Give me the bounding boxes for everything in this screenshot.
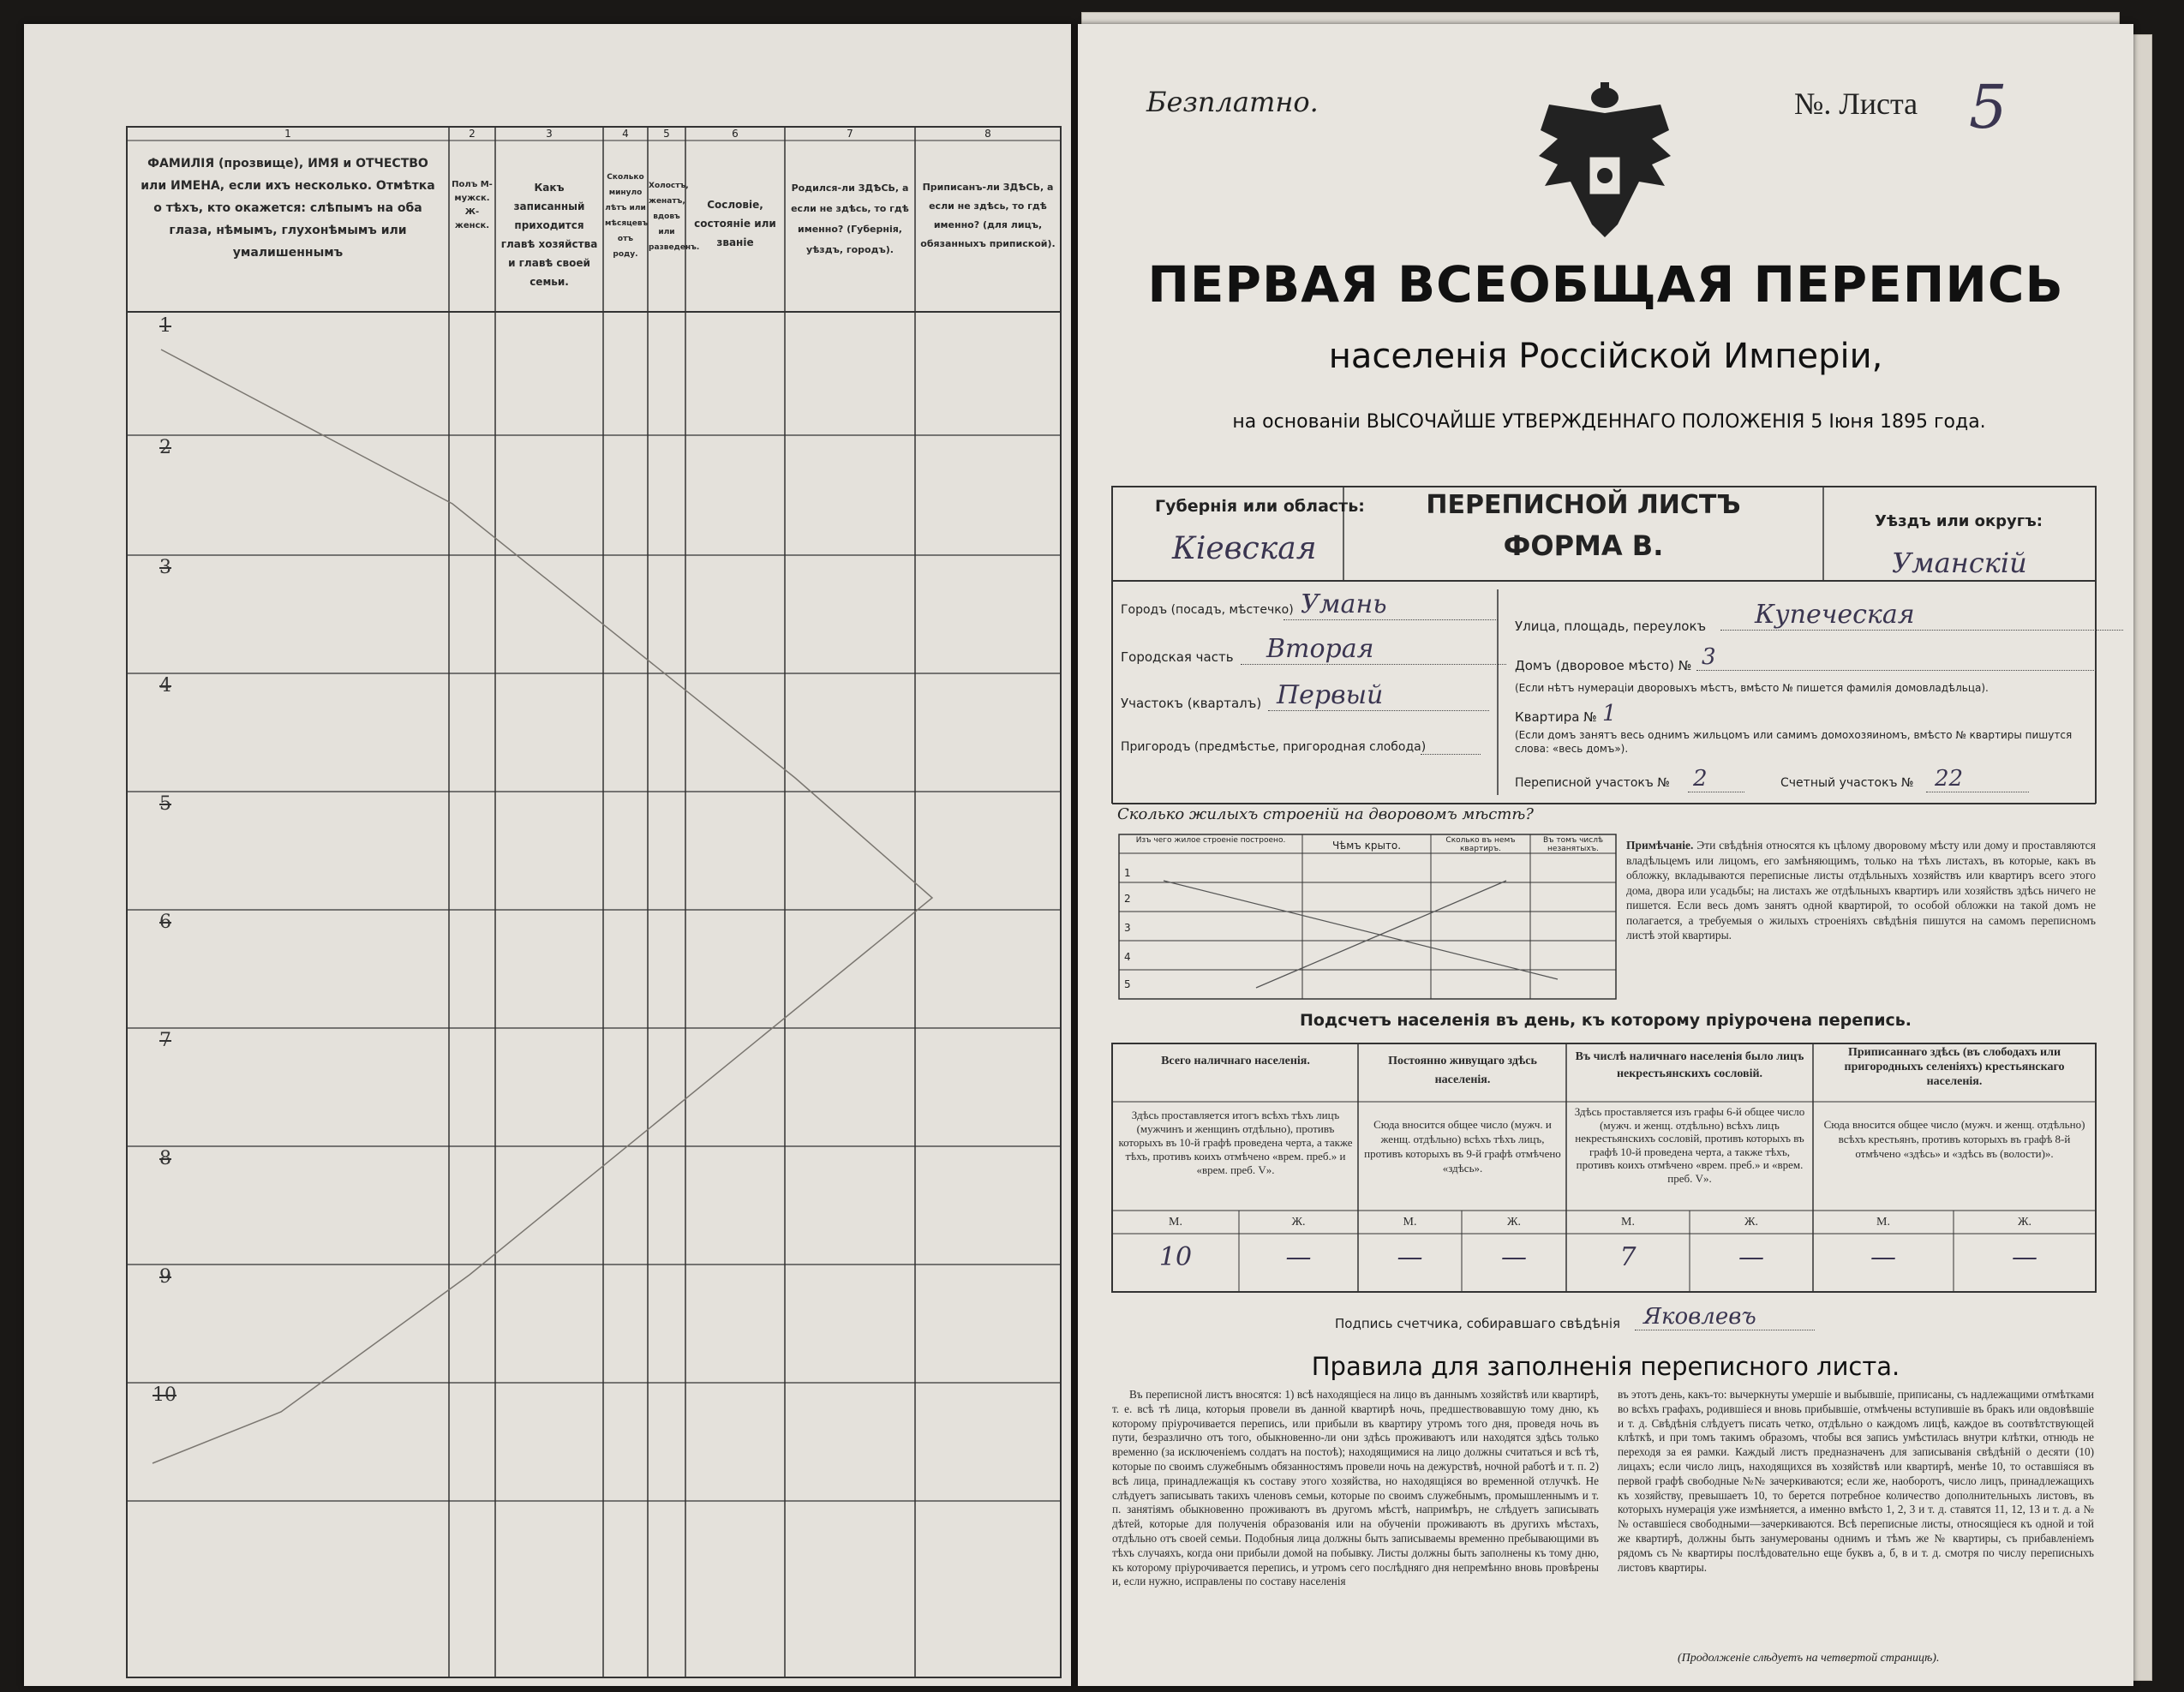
count-header-peasant: Приписаннаго здѣсь (въ слободахъ или пригородныхъ селеніяхъ) крестьянскаго населенія. — [1844, 1046, 2065, 1088]
count-value-present-m: 10 — [1158, 1242, 1193, 1272]
count-value-present-f: — — [1285, 1242, 1312, 1272]
buildings-header-roof: Чѣмъ крыто. — [1331, 840, 1402, 852]
row-number-9: 9 — [159, 1266, 171, 1288]
header-marital: Холостъ, женатъ, вдовъ или разведенъ. — [649, 182, 700, 252]
precinct-label: Участокъ (кварталъ) — [1121, 696, 1262, 711]
row-number-5: 5 — [159, 793, 171, 815]
header-relation: Какъ записанный приходится главѣ хозяйства и главѣ своей семьи. — [500, 182, 598, 288]
buildings-question: Сколько жилыхъ строеній на дворовомъ мѣстѣ? — [1117, 805, 1534, 823]
count-desc-present: Здѣсь проставляется итогъ всѣхъ тѣхъ лицъ (мужчинъ и женщинъ отдѣльно), противъ которыхъ въ 10-й графѣ проведена черта, а также тѣхъ, противъ коихъ отмѣчено «врем. преб.» и «врем. преб. V». — [1118, 1109, 1353, 1176]
counting-section-label: Счетный участокъ № — [1780, 776, 1914, 790]
header-sex: Полъ М-мужск. Ж-женск. — [452, 180, 493, 230]
header-name: ФАМИЛІЯ (прозвище), ИМЯ и ОТЧЕСТВО или ИМЕНА, если ихъ несколько. Отмѣтка о тѣхъ, кто окажется: слѣпымъ на оба глаза, нѣмымъ, глухонѣмымъ или умалишеннымъ — [141, 157, 435, 260]
form-title: ПЕРЕПИСНОЙ ЛИСТЪ — [1426, 490, 1741, 520]
count-title: Подсчетъ населенія въ день, къ которому пріурочена перепись. — [1299, 1011, 1912, 1030]
apartment-label: Квартира № — [1515, 709, 1597, 725]
row-number-2: 2 — [159, 437, 171, 458]
row-number-10: 10 — [153, 1384, 177, 1406]
count-value-permanent-f: — — [1501, 1242, 1527, 1272]
buildings-row-3: 3 — [1124, 922, 1131, 934]
city-value: Умань — [1283, 589, 1498, 620]
count-header-present: Всего наличнаго населенія. — [1161, 1055, 1310, 1067]
buildings-row-1: 1 — [1124, 867, 1131, 879]
buildings-row-4: 4 — [1124, 951, 1131, 963]
col-num-6: 6 — [732, 128, 739, 140]
count-m-1: М. — [1169, 1216, 1182, 1229]
col-num-4: 4 — [622, 128, 629, 140]
left-page — [24, 24, 1071, 1686]
row-number-7: 7 — [159, 1030, 171, 1051]
buildings-header-vacant: Въ томъ числѣ незанятыхъ. — [1542, 836, 1604, 853]
col-num-8: 8 — [984, 128, 991, 140]
apartment-value: 1 — [1602, 701, 1617, 726]
main-title: ПЕРВАЯ ВСЕОБЩАЯ ПЕРЕПИСЬ — [1147, 255, 2064, 314]
rules-title: Правила для заполненія переписного листа. — [1311, 1352, 1900, 1381]
buildings-header-apartments: Сколько въ немъ квартиръ. — [1445, 836, 1516, 853]
census-section-label: Переписной участокъ № — [1515, 776, 1670, 790]
rules-right-column: въ этотъ день, какъ-то: вычеркнуты умершіе и выбывшіе, приписаны, съ надлежащими отмѣтками во всѣхъ графахъ, родившіеся и вновь прибывшіе, отмѣчены вступившіе въ бракъ или овдовѣвшіе и т. д. Свѣдѣнія слѣдуетъ писать четко, отдѣльно о каждомъ лицѣ, каждое въ соотвѣтствующей клѣткѣ, и при томъ такимъ образомъ, чтобы вся запись умѣстилась внутри клѣтки, отнюдь не переходя за ея рамки. Каждый листъ предназначенъ для записыванія свѣдѣній о десяти (10) лицахъ; если число лицъ, находящихся въ хозяйствѣ или квартирѣ, менѣе 10, то оставшіяся въ первой графѣ свободные №№ зачеркиваются; если же, наоборотъ, число лицъ, принадлежащихъ къ хозяйству, превышаетъ 10, то берется потребное количество дополнительныхъ листовъ, въ которыхъ нумерація уже измѣняется, а именно вмѣсто 1, 2, 3 и т. д. ставятся 11, 12, 13 и т. д. а №№ оставшіеся свободными—зачеркиваются. Всѣ переписные листы, относящіеся къ одной и той же квартирѣ, должны быть занумерованы однимъ и тѣмъ же № квартиры, съ прибавленіемъ рядомъ съ № квартиры послѣдовательно еще буквъ а, б, в и т. д. смотря по числу переписныхъ листовъ квартиры. — [1618, 1388, 2094, 1574]
count-value-peasant-m: — — [1870, 1242, 1896, 1272]
rules-left-column: Въ переписной листъ вносятся: 1) всѣ находящіеся на лицо въ даннымъ хозяйствѣ или квартирѣ, т. е. всѣ тѣ лица, которыя провели въ данной квартирѣ ночь, предшествовавшую тому дню, къ которому пріурочивается перепись, или прибыли въ квартиру утромъ того дня, проведя ночь въ пути, безразлично отъ того, обыкновенно-ли они здѣсь проживаютъ или находятся здѣсь только временно (за исключеніемъ солдатъ на постоѣ); находящимися на лицо должны считаться и всѣ тѣ, которые по своимъ служебнымъ обязанностямъ провели ночь на дежурствѣ, ночной работѣ и т. п. 2) всѣ лица, принадлежащія къ составу этого хозяйства, но находящіяся во временной отлучкѣ. Не слѣдуетъ записывать такихъ членовъ семьи, которые по своимъ служебнымъ, промышленнымъ и т. п. занятіямъ обыкновенно проживаютъ въ другомъ мѣстѣ, напримѣръ, не слѣдуетъ записывать дѣтей, которые для полученія образованія или на обученіи проживаютъ въ другихъ мѣстахъ, отдѣльно отъ своей семьи. Подобныя лица должны быть записываемы временно пребывающими въ тѣхъ случаяхъ, когда они прибыли домой на побывку. Листы должны быть заполнены къ тому дню, къ которому пріурочивается перепись, и утромъ сего послѣдняго дня непремѣнно вновь провѣрены и, если нужно, исправлены по составу населенія — [1112, 1388, 1599, 1588]
house-note: (Если нѣтъ нумераціи дворовыхъ мѣстъ, вмѣсто № пишется фамилія домовладѣльца). — [1515, 682, 1989, 694]
row-number-6: 6 — [159, 912, 171, 933]
district-value: Уманскій — [1892, 547, 2027, 579]
suburb-value-line — [1421, 754, 1481, 755]
count-m-3: М. — [1621, 1216, 1635, 1229]
street-label: Улица, площадь, переулокъ — [1515, 619, 1707, 634]
street-value: Купеческая — [1720, 600, 2123, 631]
row-number-3: 3 — [159, 557, 171, 578]
counting-section-value: 22 — [1926, 766, 2029, 792]
house-label: Домъ (дворовое мѣсто) № — [1515, 658, 1692, 673]
province-label: Губернія или область: — [1155, 497, 1365, 516]
form-subtitle: ФОРМА В. — [1503, 529, 1664, 562]
note-block — [1626, 838, 2096, 943]
right-page — [1078, 24, 2133, 1686]
count-value-peasant-f: — — [2012, 1242, 2037, 1272]
count-value-nonpeasant-f: — — [1738, 1242, 1764, 1272]
census-section-value: 2 — [1688, 766, 1744, 792]
buildings-row-5: 5 — [1124, 978, 1131, 990]
header-registered: Приписанъ-ли ЗДѢСЬ, а если не здѣсь, то гдѣ именно? (для лицъ, обязанныхъ припиской). — [920, 182, 1056, 249]
note-text: Эти свѣдѣнія относятся къ цѣлому дворовому мѣсту или дому и проставляются владѣльцемъ или лицомъ, его замѣняющимъ, только на тѣхъ листахъ, въ которые, какъ въ обложку, вкладываются переписные листы отдѣльныхъ хозяйствъ или квартиръ всего этого дома, двора или усадьбы; на листахъ же отдѣльныхъ квартиръ или хозяйствъ здѣсь ничего не пишется. Если весь домъ занятъ одной квартирой, то особой обложки на такой домъ не полагается, а требуемыя о жилыхъ строеніяхъ свѣдѣнія пишутся на самомъ переписномъ листѣ этой квартиры. — [1626, 839, 2097, 942]
count-f-4: Ж. — [2017, 1216, 2032, 1229]
header-birthplace: Родился-ли ЗДѢСЬ, а если не здѣсь, то гдѣ именно? (Губернія, уѣздъ, городъ). — [791, 182, 909, 255]
count-desc-nonpeasant: Здѣсь проставляется изъ графы 6-й общее число (мужч. и женщ. отдѣльно) всѣхъ лицъ некрестьянскихъ сословій, противъ которыхъ въ графѣ 10-й проведена черта, а также тѣхъ, противъ коихъ отмѣчено «врем. преб.» и «врем. преб. V». — [1574, 1105, 1805, 1185]
count-desc-peasant: Сюда вносится общее число (мужч. и женщ. отдѣльно) всѣхъ крестьянъ, противъ которыхъ въ графѣ 8-й отмѣчено «здѣсь» и «здѣсь въ (волости)». — [1823, 1118, 2085, 1160]
count-value-nonpeasant-m: 7 — [1619, 1242, 1637, 1272]
count-f-3: Ж. — [1744, 1216, 1759, 1229]
count-m-2: М. — [1403, 1216, 1417, 1229]
sheet-number-label: №. Листа — [1794, 87, 1918, 121]
counter-signature-value: Яковлевъ — [1635, 1304, 1815, 1330]
suburb-label: Пригородъ (предмѣстье, пригородная слобода) — [1121, 740, 1427, 754]
apartment-note: (Если домъ занятъ весь однимъ жильцомъ или самимъ домохозяиномъ, вмѣсто № квартиры пишутся слова: «весь домъ»). — [1515, 729, 2073, 755]
basis-line: на основаніи ВЫСОЧАЙШЕ УТВЕРЖДЕННАГО ПОЛОЖЕНІЯ 5 Іюня 1895 года. — [1232, 411, 1986, 433]
continuation-note: (Продолженіе слѣдуетъ на четвертой страницѣ). — [1678, 1652, 1940, 1665]
count-desc-permanent: Сюда вносится общее число (мужч. и женщ. отдѣльно) всѣхъ тѣхъ лицъ, противъ которыхъ въ 9-й графѣ отмѣчено «здѣсь». — [1364, 1118, 1561, 1175]
row-number-4: 4 — [159, 675, 171, 697]
col-num-3: 3 — [546, 128, 553, 140]
city-label: Городъ (посадъ, мѣстечко) — [1121, 603, 1294, 617]
precinct-value: Первый — [1268, 680, 1489, 711]
header-estate: Сословіе, состояніе или званіе — [694, 199, 776, 248]
col-num-7: 7 — [847, 128, 853, 140]
count-f-1: Ж. — [1291, 1216, 1306, 1229]
buildings-row-2: 2 — [1124, 893, 1131, 905]
row-number-8: 8 — [159, 1148, 171, 1169]
row-number-1: 1 — [159, 315, 171, 337]
sheet-number-value: 5 — [1969, 72, 2007, 142]
col-num-2: 2 — [469, 128, 476, 140]
district-label: Уѣздъ или округъ: — [1875, 512, 2043, 530]
col-num-1: 1 — [284, 128, 291, 140]
city-part-value: Вторая — [1241, 634, 1506, 665]
city-part-label: Городская часть — [1121, 649, 1234, 665]
house-value: 3 — [1696, 644, 2096, 671]
count-value-permanent-m: — — [1397, 1242, 1423, 1272]
count-m-4: М. — [1876, 1216, 1890, 1229]
free-label: Безплатно. — [1146, 86, 1319, 118]
subtitle: населенія Россійской Имперіи, — [1328, 337, 1883, 376]
province-value: Кіевская — [1172, 531, 1317, 566]
count-header-permanent: Постоянно живущаго здѣсь населенія. — [1388, 1055, 1537, 1086]
header-age: Сколько минуло лѣтъ или мѣсяцевъ отъ роду. — [605, 173, 649, 259]
count-header-nonpeasant: Въ числѣ наличнаго населенія было лицъ некрестьянскихъ сословій. — [1575, 1050, 1804, 1080]
col-num-5: 5 — [663, 128, 670, 140]
note-title: Примѣчаніе. — [1626, 839, 1694, 852]
counter-signature-label: Подпись счетчика, собиравшаго свѣдѣнія — [1335, 1316, 1621, 1331]
count-f-2: Ж. — [1506, 1216, 1522, 1229]
buildings-header-material: Изъ чего жилое строеніе построено. — [1135, 836, 1286, 845]
